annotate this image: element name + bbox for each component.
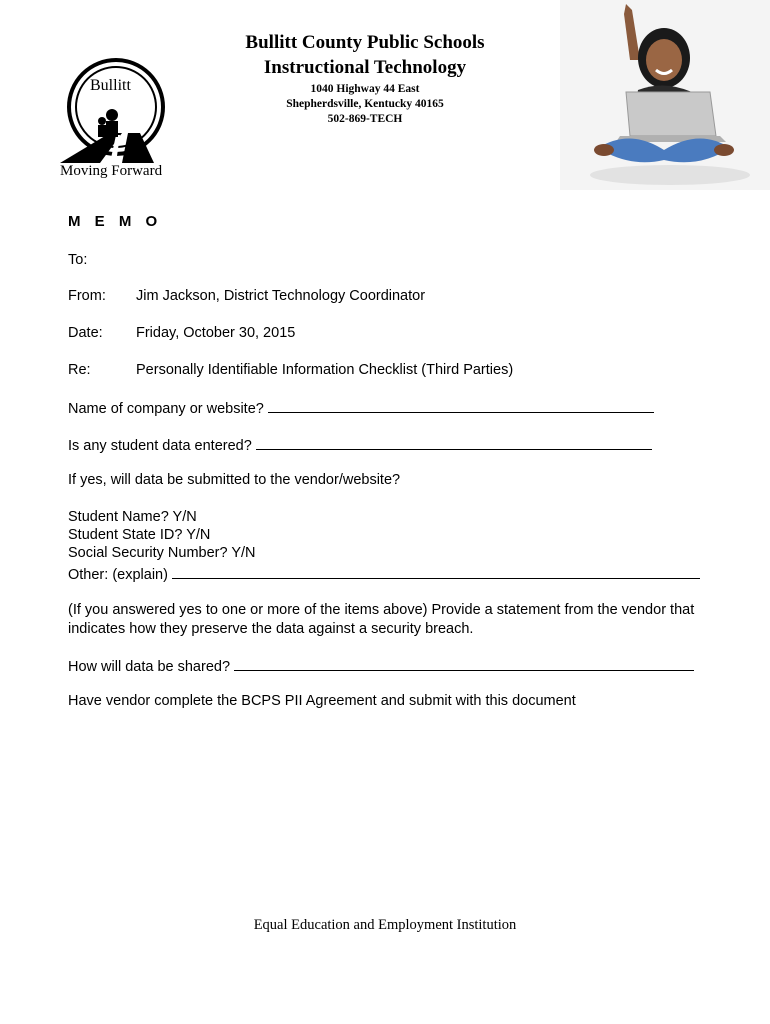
date-value: Friday, October 30, 2015 <box>136 325 296 341</box>
re-label: Re: <box>68 362 91 378</box>
company-question-label: Name of company or website? <box>68 401 264 417</box>
department-name: Instructional Technology <box>263 57 467 78</box>
other-answer-line[interactable] <box>172 564 700 579</box>
student-name-item: Student Name? Y/N <box>68 509 197 525</box>
ssn-item: Social Security Number? Y/N <box>68 545 256 561</box>
district-name: Bullitt County Public Schools <box>245 32 485 53</box>
from-label: From: <box>68 288 106 304</box>
shared-question-label: How will data be shared? <box>68 659 231 675</box>
agreement-instruction: Have vendor complete the BCPS PII Agreement and submit with this document <box>68 693 576 709</box>
shared-answer-line[interactable] <box>234 656 694 671</box>
student-data-question <box>68 435 652 454</box>
security-statement-instruction: (If you answered yes to one or more of the items above) Provide a statement from the vendor that indicates how they preserve the data against a security breach. <box>68 602 695 637</box>
student-data-question-label: Is any student data entered? <box>68 438 252 454</box>
to-label: To: <box>68 252 88 268</box>
shared-question <box>68 656 694 675</box>
company-answer-line[interactable] <box>268 398 654 413</box>
student-data-answer-line[interactable] <box>256 435 652 450</box>
footer-text: Equal Education and Employment Institution <box>253 917 517 933</box>
logo-tagline: Moving Forward <box>60 163 163 179</box>
logo-name: Bullitt <box>90 77 131 94</box>
address-street: 1040 Highway 44 East <box>310 83 420 95</box>
memo-title: M E M O <box>68 213 163 230</box>
re-value: Personally Identifiable Information Checklist (Third Parties) <box>136 362 514 378</box>
submitted-question: If yes, will data be submitted to the vendor/website? <box>68 472 401 488</box>
district-logo <box>52 55 174 180</box>
student-state-id-item: Student State ID? Y/N <box>68 527 211 543</box>
company-question <box>68 398 654 417</box>
from-value: Jim Jackson, District Technology Coordinator <box>136 288 426 304</box>
other-item-label: Other: (explain) <box>68 567 168 583</box>
student-laptop-photo <box>560 0 770 190</box>
date-label: Date: <box>68 325 103 341</box>
address-city: Shepherdsville, Kentucky 40165 <box>286 98 444 110</box>
other-item <box>68 564 700 583</box>
phone-number: 502-869-TECH <box>327 113 403 125</box>
